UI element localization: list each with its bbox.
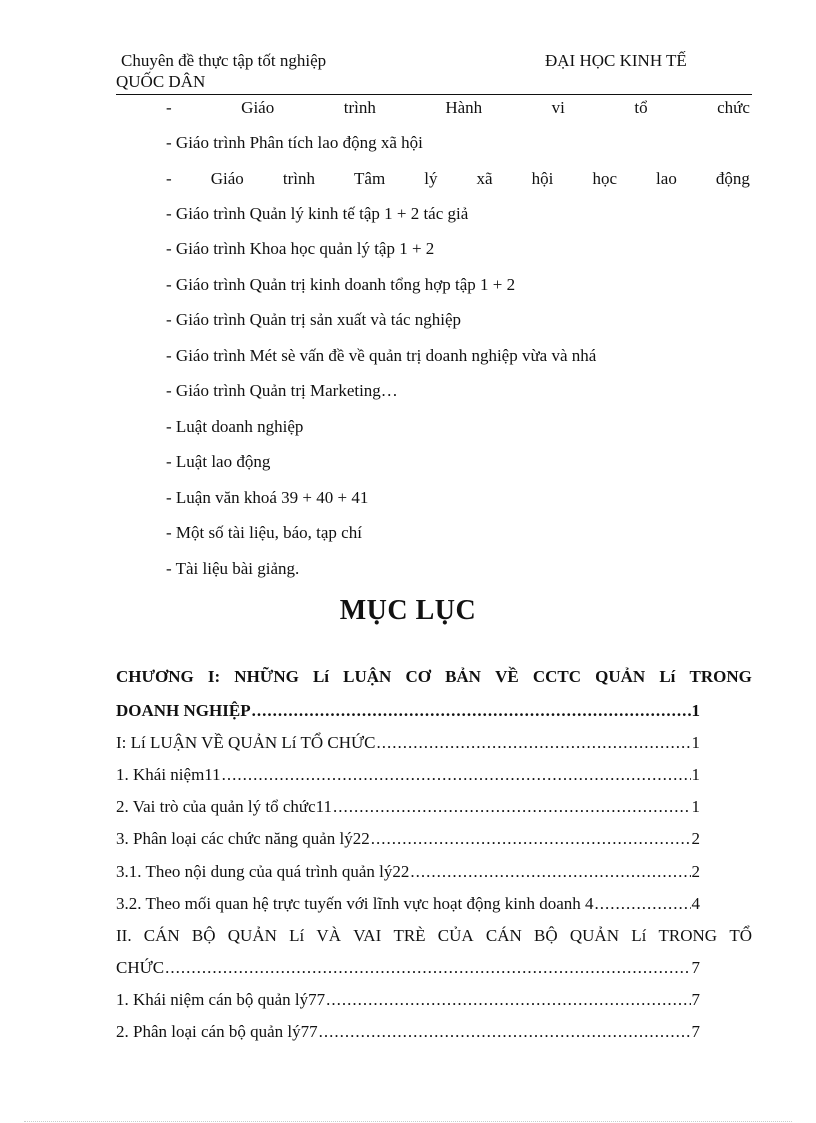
ref-word: chức	[717, 98, 750, 117]
ref-word: Giáo	[241, 98, 275, 117]
toc-page-number: 2	[691, 862, 700, 881]
toc-page-number: 1	[691, 733, 700, 752]
ref-word: -	[166, 169, 172, 188]
toc-entry-text: 2. Vai trò của quản lý tổ chức11	[116, 797, 332, 816]
reference-item: - Giáo trình Phân tích lao động xã hội	[166, 133, 423, 152]
toc-leader-dots	[326, 989, 690, 1011]
toc-page-number: 7	[691, 958, 700, 977]
toc-word: CỦA	[437, 926, 474, 945]
toc-word: VAI	[353, 926, 382, 945]
ref-word: hội	[531, 169, 554, 188]
toc-word: CÁN	[485, 926, 522, 945]
reference-item: - Luận văn khoá 39 + 40 + 41	[166, 488, 369, 507]
toc-entry[interactable]	[116, 861, 700, 883]
toc-entry-text: 3.2. Theo mối quan hệ trực tuyến với lĩnh vực hoạt động kinh doanh 4	[116, 894, 594, 913]
toc-word: VÀ	[316, 926, 341, 945]
toc-entry-text: 2. Phân loại cán bộ quản lý77	[116, 1022, 318, 1041]
header-continuation: QUỐC DÂN	[116, 72, 206, 91]
toc-entry[interactable]	[116, 989, 700, 1011]
toc-page-number: 2	[691, 829, 700, 848]
toc-entry[interactable]	[116, 957, 700, 979]
toc-entry[interactable]	[116, 796, 700, 818]
toc-word: Lí	[631, 926, 647, 945]
ref-word: học	[592, 169, 617, 188]
reference-item: - Giáo trình Quản trị sản xuất và tác nghiệp	[166, 310, 462, 329]
toc-leader-dots	[410, 861, 690, 883]
header-right-title: ĐẠI HỌC KINH TẾ	[545, 51, 687, 70]
toc-word: QUẢN	[595, 667, 646, 686]
toc-leader-dots	[371, 828, 691, 850]
toc-entry-text: I: Lí LUẬN VỀ QUẢN Lí TỔ CHỨC	[116, 733, 376, 752]
reference-item: - Luật lao động	[166, 452, 271, 471]
toc-entry-text: DOANH NGHIỆP	[116, 701, 251, 720]
reference-item	[166, 168, 750, 190]
toc-entry-text: CHỨC	[116, 958, 165, 977]
ref-word: trình	[343, 98, 376, 117]
toc-page-number: 4	[691, 894, 700, 913]
ref-word: Giáo	[210, 169, 244, 188]
ref-word: xã	[476, 169, 493, 188]
toc-page-number: 1	[691, 797, 700, 816]
toc-word: II.	[116, 926, 132, 945]
toc-word: Lí	[312, 667, 330, 686]
ref-word: lao	[656, 169, 677, 188]
toc-entry[interactable]	[116, 700, 700, 722]
toc-leader-dots	[377, 732, 691, 754]
table-of-contents-title: MỤC LỤC	[339, 595, 477, 626]
reference-item	[166, 97, 750, 119]
toc-page-number: 1	[691, 765, 700, 784]
toc-entry[interactable]	[116, 828, 700, 850]
toc-word: LUẬN	[343, 667, 392, 686]
toc-word: TỔ	[729, 926, 752, 945]
toc-chapter-heading	[116, 666, 752, 688]
toc-word: TRÈ	[393, 926, 426, 945]
toc-word: NHỮNG	[234, 667, 299, 686]
toc-entry[interactable]	[116, 893, 700, 915]
ref-word: Hành	[445, 98, 483, 117]
reference-item: - Giáo trình Quản trị kinh doanh tổng hợp tập 1 + 2	[166, 275, 516, 294]
toc-word: TRONG	[689, 667, 752, 686]
reference-item: - Giáo trình Mét sè vấn đề về quản trị doanh nghiệp vừa và nhá	[166, 346, 597, 365]
ref-word: vi	[551, 98, 565, 117]
toc-word: QUẢN	[569, 926, 619, 945]
ref-word: trình	[282, 169, 315, 188]
toc-word: TRONG	[658, 926, 718, 945]
reference-item: - Một số tài liệu, báo, tạp chí	[166, 523, 362, 542]
reference-item: - Giáo trình Khoa học quản lý tập 1 + 2	[166, 239, 435, 258]
toc-entry[interactable]	[116, 732, 700, 754]
ref-word: tổ	[634, 98, 648, 117]
toc-entry-text: 1. Khái niệm cán bộ quản lý77	[116, 990, 326, 1009]
toc-entry[interactable]	[116, 764, 700, 786]
ref-word: Tâm	[354, 169, 386, 188]
toc-leader-dots	[595, 893, 691, 915]
toc-page-number: 1	[691, 701, 700, 720]
header-rule	[116, 94, 752, 95]
ref-word: lý	[424, 169, 438, 188]
toc-word: QUẢN	[227, 926, 277, 945]
ref-word: động	[715, 169, 750, 188]
toc-word: CƠ	[405, 667, 431, 686]
toc-word: CCTC	[532, 667, 582, 686]
toc-leader-dots	[165, 957, 690, 979]
toc-leader-dots	[319, 1021, 691, 1043]
toc-page-number: 7	[691, 990, 700, 1009]
reference-item: - Giáo trình Quản trị Marketing…	[166, 381, 398, 400]
toc-entry-text: 3. Phân loại các chức năng quản lý22	[116, 829, 370, 848]
reference-item: - Luật doanh nghiệp	[166, 417, 304, 436]
toc-leader-dots	[222, 764, 691, 786]
toc-entry-text: 3.1. Theo nội dung của quá trình quản lý22	[116, 862, 410, 881]
toc-word: Lí	[289, 926, 305, 945]
toc-entry-text: 1. Khái niệm11	[116, 765, 221, 784]
page-bottom-divider	[24, 1121, 792, 1122]
toc-word: Lí	[659, 667, 676, 686]
toc-section-heading	[116, 925, 752, 947]
ref-word: -	[166, 98, 172, 117]
header-left-title: Chuyên đề thực tập tốt nghiệp	[121, 51, 327, 70]
toc-word: BỘ	[191, 926, 216, 945]
toc-leader-dots	[252, 700, 691, 722]
toc-word: BỘ	[534, 926, 558, 945]
toc-word: CÁN	[143, 926, 180, 945]
toc-page-number: 7	[691, 1022, 700, 1041]
toc-word: VỀ	[495, 667, 519, 686]
reference-item: - Giáo trình Quản lý kinh tế tập 1 + 2 tác giả	[166, 204, 469, 223]
toc-word: CHƯƠNG	[116, 667, 194, 686]
toc-leader-dots	[333, 796, 691, 818]
toc-entry[interactable]	[116, 1021, 700, 1043]
reference-item: - Tài liệu bài giảng.	[166, 559, 300, 578]
toc-word: BẢN	[445, 667, 481, 686]
toc-word: I:	[207, 667, 221, 686]
